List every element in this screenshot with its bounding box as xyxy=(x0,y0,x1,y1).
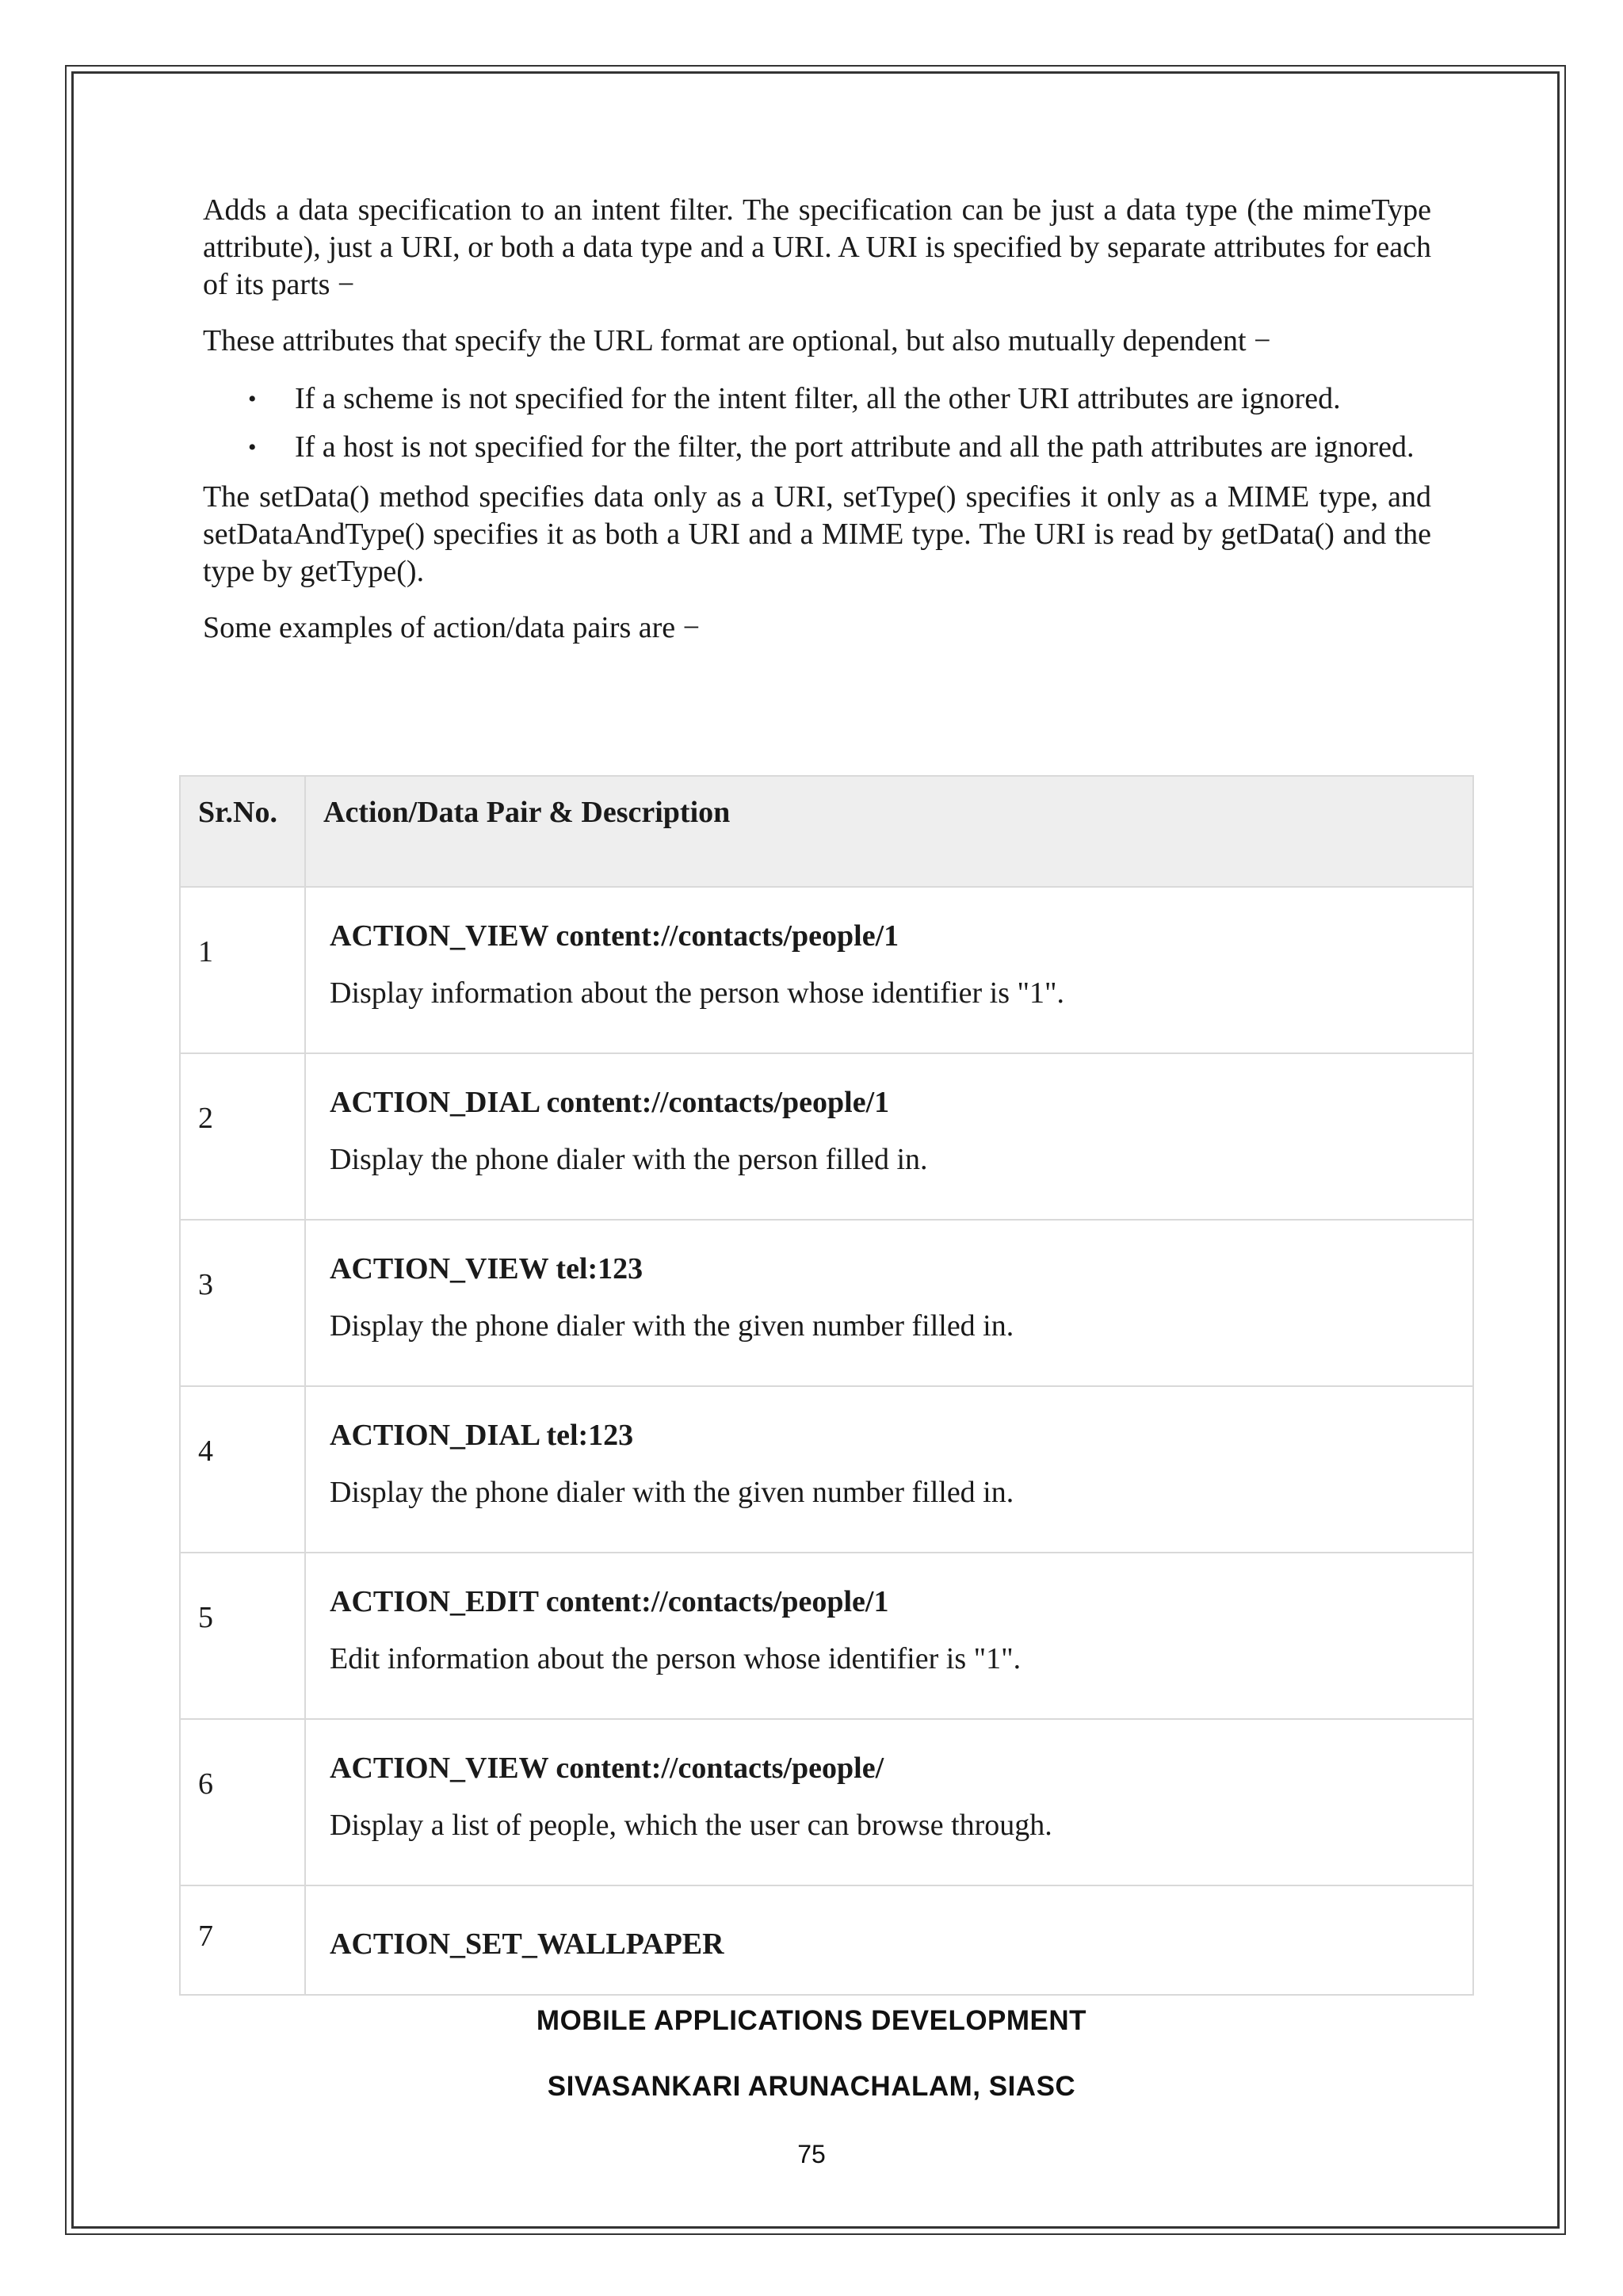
bullet-list xyxy=(203,380,1431,466)
bullet-item xyxy=(203,380,1431,418)
row-description-cell xyxy=(305,1386,1473,1553)
row-number-cell xyxy=(180,1220,305,1386)
row-action: ACTION_VIEW tel:123 xyxy=(330,1252,643,1286)
table-row xyxy=(180,1719,1473,1885)
footer-course-title: MOBILE APPLICATIONS DEVELOPMENT xyxy=(536,2005,1087,2036)
row-explanation: Display the phone dialer with the given number filled in. xyxy=(330,1476,1014,1509)
row-description-cell xyxy=(305,1220,1473,1386)
row-number: 7 xyxy=(198,1920,213,1953)
bullet-text: If a host is not specified for the filter, the port attribute and all the path attributes are ignored. xyxy=(295,430,1415,464)
table-row xyxy=(180,1885,1473,1995)
table-row xyxy=(180,1053,1473,1220)
action-data-table xyxy=(179,775,1474,1996)
row-description-cell xyxy=(305,1885,1473,1995)
row-number-cell xyxy=(180,1553,305,1719)
row-explanation: Display information about the person whose identifier is "1". xyxy=(330,976,1065,1010)
page-number: 75 xyxy=(797,2140,826,2168)
bullet-text: If a scheme is not specified for the intent filter, all the other URI attributes are ignored. xyxy=(295,382,1341,415)
row-number-cell xyxy=(180,1885,305,1995)
row-action: ACTION_VIEW content://contacts/people/1 xyxy=(330,919,899,953)
row-explanation: Display the phone dialer with the given number filled in. xyxy=(330,1309,1014,1343)
header-description: Action/Data Pair & Description xyxy=(305,776,1473,887)
row-number-cell xyxy=(180,887,305,1053)
row-description-cell xyxy=(305,1553,1473,1719)
row-number: 1 xyxy=(198,935,213,968)
row-description-cell xyxy=(305,1719,1473,1885)
footer-author: SIVASANKARI ARUNACHALAM, SIASC xyxy=(547,2071,1076,2102)
row-number: 2 xyxy=(198,1102,213,1135)
attributes-paragraph: These attributes that specify the URL format are optional, but also mutually dependent − xyxy=(203,324,1271,357)
row-explanation: Display the phone dialer with the person filled in. xyxy=(330,1143,928,1176)
examples-paragraph: Some examples of action/data pairs are − xyxy=(203,611,701,644)
table-header-row xyxy=(180,776,1473,887)
row-action: ACTION_DIAL tel:123 xyxy=(330,1419,634,1452)
row-number-cell xyxy=(180,1053,305,1220)
row-number-cell xyxy=(180,1386,305,1553)
row-action: ACTION_EDIT content://contacts/people/1 xyxy=(330,1585,889,1618)
row-number: 5 xyxy=(198,1601,213,1634)
intro-paragraph: Adds a data specification to an intent filter. The specification can be just a data type (the mimeType attribute), just a URI, or both a data type and a URI. A URI is specified by separate attributes for each of its parts − xyxy=(203,193,1431,301)
row-number: 3 xyxy=(198,1268,213,1301)
table-row xyxy=(180,1553,1473,1719)
bullet-icon: • xyxy=(248,386,257,412)
row-action: ACTION_SET_WALLPAPER xyxy=(330,1927,724,1961)
bullet-icon: • xyxy=(248,434,257,460)
methods-paragraph: The setData() method specifies data only as a URI, setType() specifies it only as a MIME type, and setDataAndType() specifies it as both a URI and a MIME type. The URI is read by getData() and the type by getType(). xyxy=(203,480,1431,588)
bullet-item xyxy=(203,429,1431,466)
row-description-cell xyxy=(305,1053,1473,1220)
row-explanation: Display a list of people, which the user can browse through. xyxy=(330,1809,1052,1842)
row-number-cell xyxy=(180,1719,305,1885)
row-action: ACTION_DIAL content://contacts/people/1 xyxy=(330,1086,890,1119)
body-content xyxy=(203,192,1431,647)
row-action: ACTION_VIEW content://contacts/people/ xyxy=(330,1752,884,1785)
header-srno: Sr.No. xyxy=(180,776,305,887)
row-number: 4 xyxy=(198,1435,213,1468)
table-row xyxy=(180,1386,1473,1553)
row-number: 6 xyxy=(198,1767,213,1801)
row-description-cell xyxy=(305,887,1473,1053)
table-row xyxy=(180,1220,1473,1386)
row-explanation: Edit information about the person whose identifier is "1". xyxy=(330,1642,1022,1675)
table-row xyxy=(180,887,1473,1053)
